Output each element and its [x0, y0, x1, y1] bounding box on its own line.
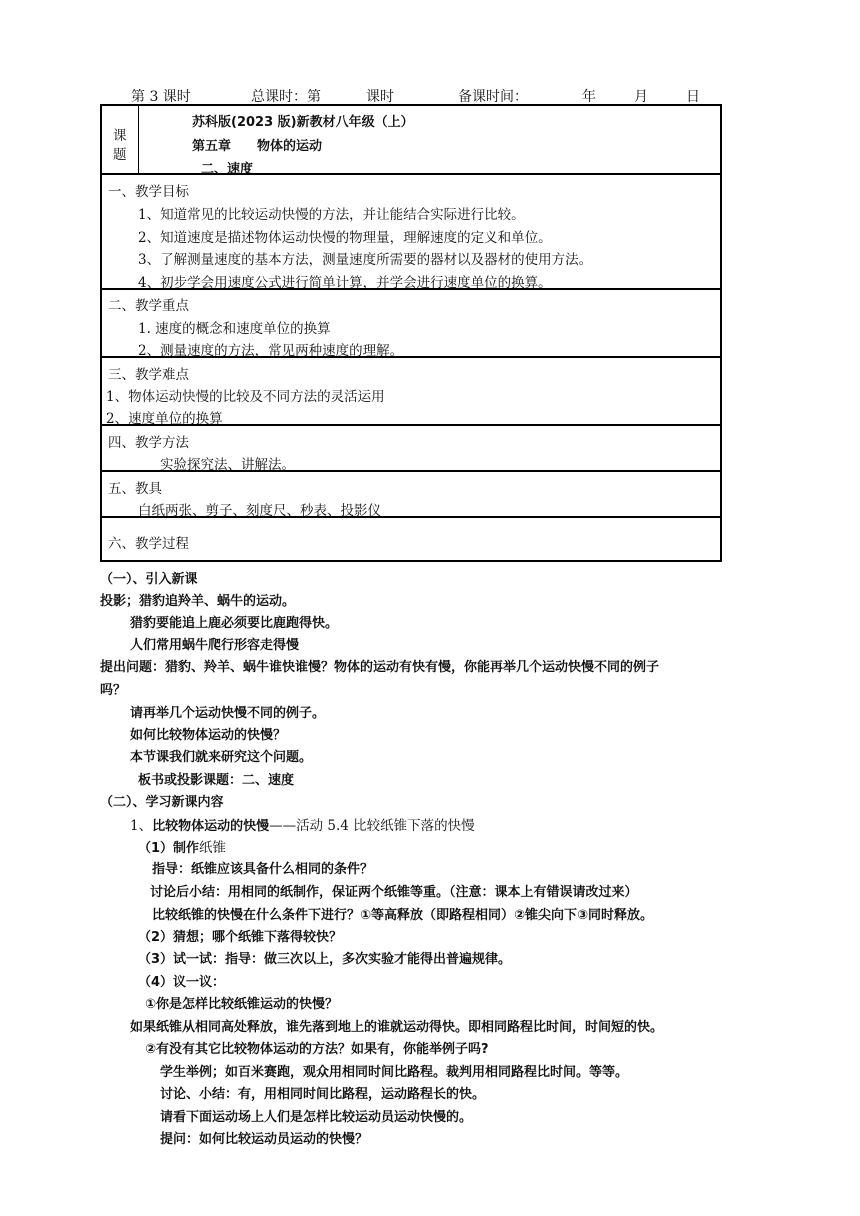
body-line: 学生举例；如百米赛跑，观众用相同时间比路程。裁判用相同路程比时间。等等。 [160, 1065, 629, 1080]
body-line: ①你是怎样比较纸锥运动的快慢？ [145, 997, 339, 1012]
objective-item: 1、知道常见的比较运动快慢的方法，并让能结合实际进行比较。 [138, 207, 525, 223]
key-point-item: 2、测量速度的方法，常见两种速度的理解。 [138, 343, 404, 359]
body-line: 板书或投影课题：二、速度 [138, 773, 295, 788]
body-line: 请再举几个运动快慢不同的例子。 [130, 706, 326, 721]
difficulty-item: 1、物体运动快慢的比较及不同方法的灵活运用 [106, 389, 385, 405]
body-line: 请看下面运动场上人们是怎样比较运动员运动快慢的。 [160, 1110, 473, 1125]
body-line: 指导：纸锥应该具备什么相同的条件？ [152, 862, 374, 877]
section-title: 六、教学过程 [108, 536, 189, 552]
tool-item: 白纸两张、剪子、刻度尺、秒表、投影仪 [138, 503, 381, 519]
body-line: 猎豹要能追上鹿必须要比鹿跑得快。 [130, 616, 339, 631]
body-line: ②有没有其它比较物体运动的方法？如果有，你能举例子吗? [145, 1042, 489, 1057]
section-title: 一、教学目标 [108, 184, 189, 200]
key-point-item: 1. 速度的概念和速度单位的换算 [138, 321, 331, 337]
chapter-title: 第五章 物体的运动 [192, 139, 323, 154]
topic-divider [138, 106, 139, 173]
body-line: 投影；猎豹追羚羊、蜗牛的运动。 [100, 594, 296, 609]
method-item: 实验探究法、讲解法。 [160, 457, 295, 473]
section-key-points [100, 288, 722, 358]
section-title: 二、教学重点 [108, 298, 189, 314]
prep-time-label: 备课时间： [458, 89, 528, 105]
section-title: 五、教具 [108, 481, 162, 497]
body-line [138, 836, 226, 856]
section-title: 三、教学难点 [108, 367, 189, 383]
body-line: 讨论、小结：有，用相同时间比路程，运动路程长的快。 [160, 1087, 486, 1102]
textbook-edition: 苏科版(2023 版)新教材八年级（上） [192, 115, 414, 130]
step-text: 纸锥 [199, 840, 227, 856]
body-line: 人们常用蜗牛爬行形容走得慢 [130, 638, 300, 653]
item-activity: ——活动 5.4 比较纸锥下落的快慢 [269, 818, 475, 834]
section-difficulties [100, 356, 722, 426]
body-line: 如何比较物体运动的快慢？ [130, 728, 287, 743]
body-line: 如果纸锥从相同高处释放，谁先落到地上的谁就运动得快。即相同路程比时间，时间短的快。 [130, 1020, 664, 1035]
year-label: 年 [582, 89, 596, 105]
body-line: 提出问题：猎豹、羚羊、蜗牛谁快谁慢？物体的运动有快有慢，你能再举几个运动快慢不同的例子 [100, 660, 660, 675]
topic-label-2: 题 [113, 147, 127, 163]
body-line: 吗？ [100, 683, 127, 698]
body-line: （2）猜想；哪个纸锥下落得较快？ [138, 930, 343, 945]
objective-item: 2、知道速度是描述物体运动快慢的物理量，理解速度的定义和单位。 [138, 230, 552, 246]
objective-item: 4、初步学会用速度公式进行简单计算，并学会进行速度单位的换算。 [138, 275, 552, 291]
day-label: 日 [686, 89, 700, 105]
lesson-number: 第 3 课时 [131, 89, 191, 105]
body-line: 本节课我们就来研究这个问题。 [130, 750, 313, 765]
body-line: 提问：如何比较运动员运动的快慢？ [160, 1132, 369, 1147]
month-label: 月 [634, 89, 648, 105]
body-line: 讨论后小结：用相同的纸制作，保证两个纸锥等重。（注意：课本上有错误请改过来） [150, 885, 638, 900]
body-line [130, 814, 475, 834]
section-title: 四、教学方法 [108, 435, 189, 451]
body-line: （一）、引入新课 [100, 572, 198, 587]
total-hours-label: 总课时：第 [251, 89, 321, 105]
body-line: （3）试一试：指导：做三次以上，多次实验才能得出普遍规律。 [138, 952, 512, 967]
objective-item: 3、了解测量速度的基本方法，测量速度所需要的器材以及器材的使用方法。 [138, 252, 593, 268]
step-label: （1）制作 [138, 841, 200, 856]
topic-label-1: 课 [113, 128, 127, 144]
body-line: （4）议一议： [138, 975, 226, 990]
section-methods [100, 424, 722, 472]
item-number: 1、 [130, 818, 153, 834]
section-tools [100, 470, 722, 518]
body-line: （二）、学习新课内容 [100, 795, 224, 810]
section-process [100, 516, 722, 562]
difficulty-item: 2、速度单位的换算 [106, 411, 223, 427]
topic-box [100, 104, 722, 175]
total-hours-suffix: 课时 [366, 89, 394, 105]
lesson-title: 二、速度 [201, 162, 254, 177]
item-heading: 比较物体运动的快慢 [152, 819, 270, 834]
section-objectives [100, 173, 722, 290]
body-line: 比较纸锥的快慢在什么条件下进行？①等高释放（即路程相同）②锥尖向下③同时释放。 [152, 908, 654, 923]
